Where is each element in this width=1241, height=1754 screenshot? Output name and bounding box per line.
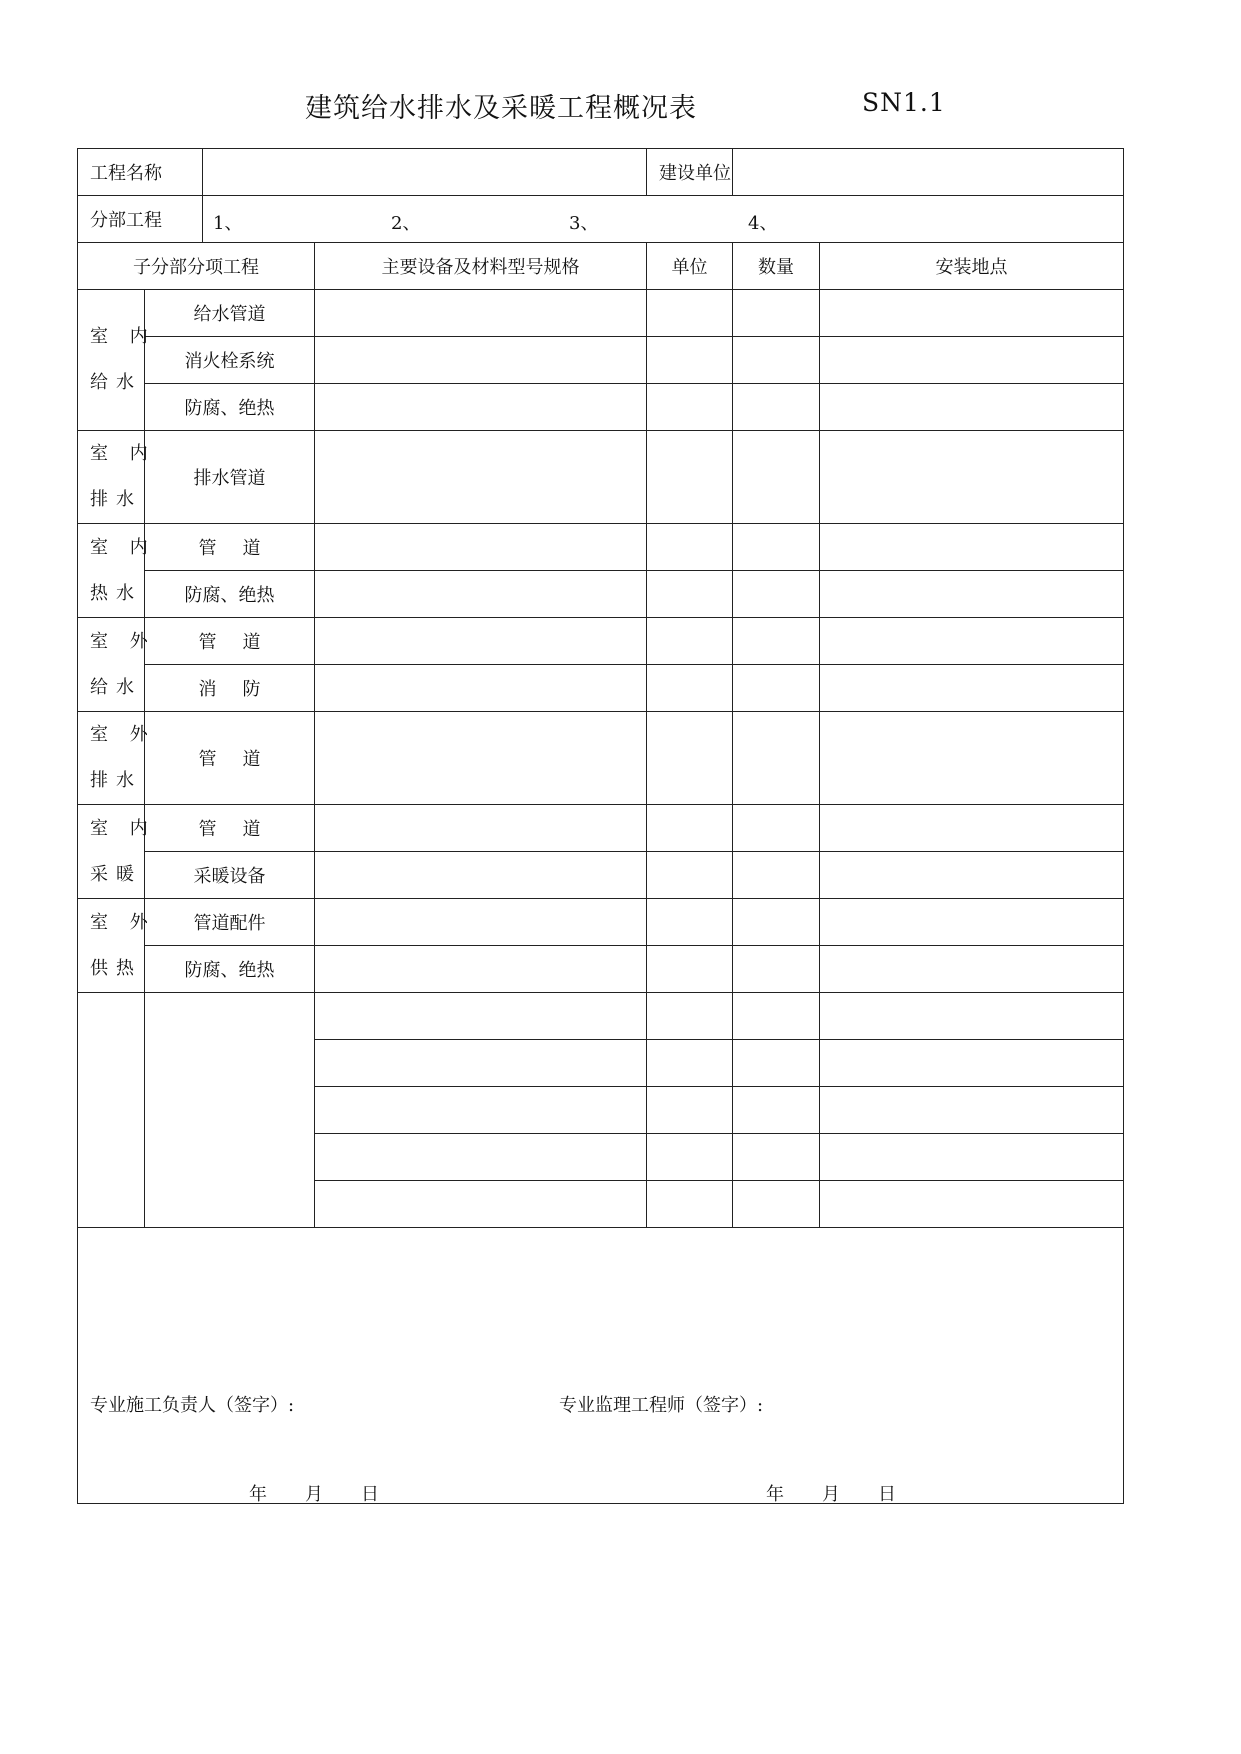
location-cell[interactable]	[820, 1181, 1124, 1228]
item-label: 消火栓系统	[145, 337, 315, 384]
location-cell[interactable]	[820, 993, 1124, 1040]
location-cell[interactable]	[820, 290, 1124, 337]
equipment-cell[interactable]	[315, 852, 647, 899]
contractor-date[interactable]	[249, 1480, 417, 1506]
equipment-cell[interactable]	[315, 1134, 647, 1181]
quantity-cell[interactable]	[733, 1134, 820, 1181]
division-item-3: 3、	[569, 213, 599, 234]
column-header-equipment: 主要设备及材料型号规格	[315, 243, 647, 290]
quantity-cell[interactable]	[733, 571, 820, 618]
category-indoor-hot-water: 室 内 热水	[78, 524, 145, 618]
quantity-cell[interactable]	[733, 1040, 820, 1087]
column-header-quantity: 数量	[733, 243, 820, 290]
equipment-cell[interactable]	[315, 1181, 647, 1228]
equipment-cell[interactable]	[315, 946, 647, 993]
project-name-label: 工程名称	[78, 149, 203, 196]
unit-cell[interactable]	[647, 524, 733, 571]
quantity-cell[interactable]	[733, 852, 820, 899]
item-label: 管道	[145, 618, 315, 665]
construction-unit-field[interactable]	[733, 149, 1124, 196]
location-cell[interactable]	[820, 852, 1124, 899]
quantity-cell[interactable]	[733, 946, 820, 993]
equipment-cell[interactable]	[315, 665, 647, 712]
item-label: 防腐、绝热	[145, 571, 315, 618]
form-code: SN1.1	[862, 88, 946, 117]
location-cell[interactable]	[820, 1087, 1124, 1134]
item-label: 防腐、绝热	[145, 384, 315, 431]
location-cell[interactable]	[820, 618, 1124, 665]
unit-cell[interactable]	[647, 712, 733, 805]
location-cell[interactable]	[820, 805, 1124, 852]
quantity-cell[interactable]	[733, 290, 820, 337]
quantity-cell[interactable]	[733, 618, 820, 665]
item-label: 排水管道	[145, 431, 315, 524]
quantity-cell[interactable]	[733, 899, 820, 946]
item-label: 防腐、绝热	[145, 946, 315, 993]
item-label: 管道	[145, 524, 315, 571]
column-header-location: 安装地点	[820, 243, 1124, 290]
quantity-cell[interactable]	[733, 712, 820, 805]
unit-cell[interactable]	[647, 431, 733, 524]
quantity-cell[interactable]	[733, 665, 820, 712]
unit-cell[interactable]	[647, 1040, 733, 1087]
item-label: 给水管道	[145, 290, 315, 337]
equipment-cell[interactable]	[315, 618, 647, 665]
item-label: 管道	[145, 805, 315, 852]
location-cell[interactable]	[820, 1040, 1124, 1087]
contractor-signature-label[interactable]: 专业施工负责人（签字）:	[90, 1395, 295, 1416]
year-label: 年	[249, 1484, 267, 1505]
quantity-cell[interactable]	[733, 524, 820, 571]
location-cell[interactable]	[820, 899, 1124, 946]
item-label: 采暖设备	[145, 852, 315, 899]
item-label: 管道	[145, 712, 315, 805]
location-cell[interactable]	[820, 1134, 1124, 1181]
unit-cell[interactable]	[647, 290, 733, 337]
blank-category-cell[interactable]	[78, 993, 145, 1228]
division-item-4: 4、	[748, 213, 778, 234]
unit-cell[interactable]	[647, 384, 733, 431]
unit-cell[interactable]	[647, 1134, 733, 1181]
quantity-cell[interactable]	[733, 384, 820, 431]
location-cell[interactable]	[820, 384, 1124, 431]
category-indoor-heating: 室 内 采暖	[78, 805, 145, 899]
month-label: 月	[305, 1484, 323, 1505]
day-label: 日	[361, 1484, 379, 1505]
overview-table	[77, 148, 1124, 1504]
division-item-1: 1、	[213, 213, 243, 234]
unit-cell[interactable]	[647, 993, 733, 1040]
quantity-cell[interactable]	[733, 993, 820, 1040]
equipment-cell[interactable]	[315, 290, 647, 337]
form-title: 建筑给水排水及采暖工程概况表	[305, 93, 697, 124]
category-indoor-drainage: 室 内 排水	[78, 431, 145, 524]
equipment-cell[interactable]	[315, 337, 647, 384]
item-label: 管道配件	[145, 899, 315, 946]
quantity-cell[interactable]	[733, 337, 820, 384]
location-cell[interactable]	[820, 665, 1124, 712]
equipment-cell[interactable]	[315, 384, 647, 431]
category-outdoor-water-supply: 室 外 给水	[78, 618, 145, 712]
quantity-cell[interactable]	[733, 431, 820, 524]
project-name-field[interactable]	[203, 149, 647, 196]
equipment-cell[interactable]	[315, 524, 647, 571]
location-cell[interactable]	[820, 431, 1124, 524]
unit-cell[interactable]	[647, 337, 733, 384]
signature-block	[78, 1228, 1124, 1504]
location-cell[interactable]	[820, 524, 1124, 571]
division-label: 分部工程	[78, 196, 203, 243]
unit-cell[interactable]	[647, 571, 733, 618]
location-cell[interactable]	[820, 946, 1124, 993]
item-label: 消防	[145, 665, 315, 712]
unit-cell[interactable]	[647, 946, 733, 993]
column-header-unit: 单位	[647, 243, 733, 290]
equipment-cell[interactable]	[315, 805, 647, 852]
quantity-cell[interactable]	[733, 1181, 820, 1228]
location-cell[interactable]	[820, 712, 1124, 805]
equipment-cell[interactable]	[315, 571, 647, 618]
unit-cell[interactable]	[647, 1087, 733, 1134]
blank-item-cell[interactable]	[145, 993, 315, 1228]
equipment-cell[interactable]	[315, 1087, 647, 1134]
equipment-cell[interactable]	[315, 993, 647, 1040]
year-label: 年	[766, 1484, 784, 1505]
equipment-cell[interactable]	[315, 431, 647, 524]
unit-cell[interactable]	[647, 852, 733, 899]
equipment-cell[interactable]	[315, 712, 647, 805]
unit-cell[interactable]	[647, 899, 733, 946]
unit-cell[interactable]	[647, 665, 733, 712]
supervisor-date[interactable]	[766, 1480, 934, 1506]
month-label: 月	[822, 1484, 840, 1505]
unit-cell[interactable]	[647, 618, 733, 665]
category-indoor-water-supply: 室 内 给水	[78, 290, 145, 431]
division-field[interactable]	[203, 196, 1124, 243]
category-outdoor-heat-supply: 室 外 供热	[78, 899, 145, 993]
location-cell[interactable]	[820, 571, 1124, 618]
equipment-cell[interactable]	[315, 1040, 647, 1087]
division-item-2: 2、	[391, 213, 421, 234]
column-header-subdivision: 子分部分项工程	[78, 243, 315, 290]
quantity-cell[interactable]	[733, 805, 820, 852]
unit-cell[interactable]	[647, 805, 733, 852]
equipment-cell[interactable]	[315, 899, 647, 946]
construction-unit-label: 建设单位	[647, 149, 733, 196]
category-outdoor-drainage: 室 外 排水	[78, 712, 145, 805]
supervisor-signature-label[interactable]: 专业监理工程师（签字）:	[559, 1395, 764, 1416]
unit-cell[interactable]	[647, 1181, 733, 1228]
location-cell[interactable]	[820, 337, 1124, 384]
day-label: 日	[878, 1484, 896, 1505]
quantity-cell[interactable]	[733, 1087, 820, 1134]
